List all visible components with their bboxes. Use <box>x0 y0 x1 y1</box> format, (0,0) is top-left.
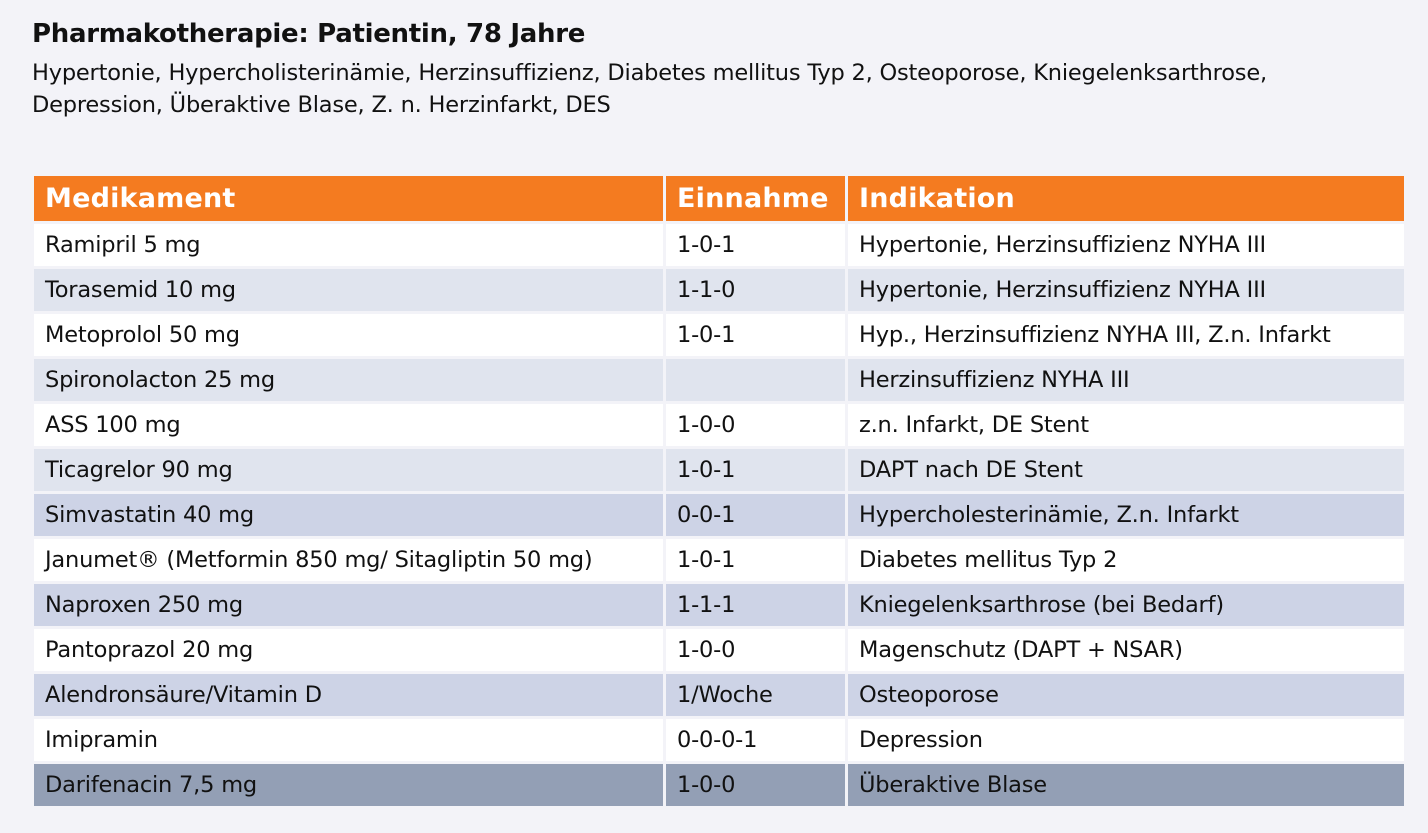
column-header-einnahme: Einnahme <box>666 176 845 221</box>
cell-medikament: Torasemid 10 mg <box>34 269 663 311</box>
cell-indikation: Hypertonie, Herzinsuffizienz NYHA III <box>848 269 1404 311</box>
diagnoses-text: Hypertonie, Hypercholisterinämie, Herzinsuffizienz, Diabetes mellitus Typ 2, Osteoporose, Kniegelenksarthrose, Depression, Überaktive Blase, Z. n. Herzinfarkt, DES <box>32 60 1267 118</box>
cell-medikament: Darifenacin 7,5 mg <box>34 764 663 806</box>
cell-einnahme: 0-0-0-1 <box>666 719 845 761</box>
cell-einnahme: 1-0-0 <box>666 629 845 671</box>
cell-indikation: Diabetes mellitus Typ 2 <box>848 539 1404 581</box>
cell-indikation: Hyp., Herzinsuffizienz NYHA III, Z.n. Infarkt <box>848 314 1404 356</box>
cell-einnahme: 1-0-1 <box>666 314 845 356</box>
table-row <box>34 584 1404 626</box>
table-row <box>34 449 1404 491</box>
table-row <box>34 404 1404 446</box>
cell-einnahme <box>666 359 845 401</box>
cell-indikation: z.n. Infarkt, DE Stent <box>848 404 1404 446</box>
table-header-row <box>34 176 1404 221</box>
table-row <box>34 269 1404 311</box>
table-row <box>34 539 1404 581</box>
cell-indikation: Hypertonie, Herzinsuffizienz NYHA III <box>848 224 1404 266</box>
cell-einnahme: 1-0-0 <box>666 764 845 806</box>
cell-indikation: Osteoporose <box>848 674 1404 716</box>
cell-einnahme: 1-0-1 <box>666 539 845 581</box>
cell-einnahme: 1-0-0 <box>666 404 845 446</box>
table-row <box>34 764 1404 806</box>
table-row <box>34 314 1404 356</box>
cell-medikament: Pantoprazol 20 mg <box>34 629 663 671</box>
table-row <box>34 359 1404 401</box>
cell-indikation: Überaktive Blase <box>848 764 1404 806</box>
cell-medikament: Spironolacton 25 mg <box>34 359 663 401</box>
table-row <box>34 494 1404 536</box>
table-row <box>34 674 1404 716</box>
cell-medikament: Janumet® (Metformin 850 mg/ Sitagliptin 50 mg) <box>34 539 663 581</box>
medication-table <box>31 173 1407 809</box>
cell-einnahme: 1-0-1 <box>666 224 845 266</box>
cell-indikation: Kniegelenksarthrose (bei Bedarf) <box>848 584 1404 626</box>
page-title: Pharmakotherapie: Patientin, 78 Jahre <box>32 19 586 49</box>
cell-einnahme: 1-0-1 <box>666 449 845 491</box>
cell-medikament: Imipramin <box>34 719 663 761</box>
cell-indikation: Magenschutz (DAPT + NSAR) <box>848 629 1404 671</box>
cell-medikament: ASS 100 mg <box>34 404 663 446</box>
cell-medikament: Simvastatin 40 mg <box>34 494 663 536</box>
cell-indikation: Hypercholesterinämie, Z.n. Infarkt <box>848 494 1404 536</box>
cell-einnahme: 1-1-0 <box>666 269 845 311</box>
table-row <box>34 719 1404 761</box>
cell-indikation: DAPT nach DE Stent <box>848 449 1404 491</box>
column-header-indikation: Indikation <box>848 176 1404 221</box>
cell-medikament: Naproxen 250 mg <box>34 584 663 626</box>
cell-indikation: Herzinsuffizienz NYHA III <box>848 359 1404 401</box>
cell-medikament: Ramipril 5 mg <box>34 224 663 266</box>
cell-einnahme: 0-0-1 <box>666 494 845 536</box>
cell-medikament: Metoprolol 50 mg <box>34 314 663 356</box>
cell-medikament: Alendronsäure/Vitamin D <box>34 674 663 716</box>
cell-medikament: Ticagrelor 90 mg <box>34 449 663 491</box>
cell-einnahme: 1/Woche <box>666 674 845 716</box>
table-row <box>34 224 1404 266</box>
table-row <box>34 629 1404 671</box>
column-header-medikament: Medikament <box>34 176 663 221</box>
cell-indikation: Depression <box>848 719 1404 761</box>
cell-einnahme: 1-1-1 <box>666 584 845 626</box>
